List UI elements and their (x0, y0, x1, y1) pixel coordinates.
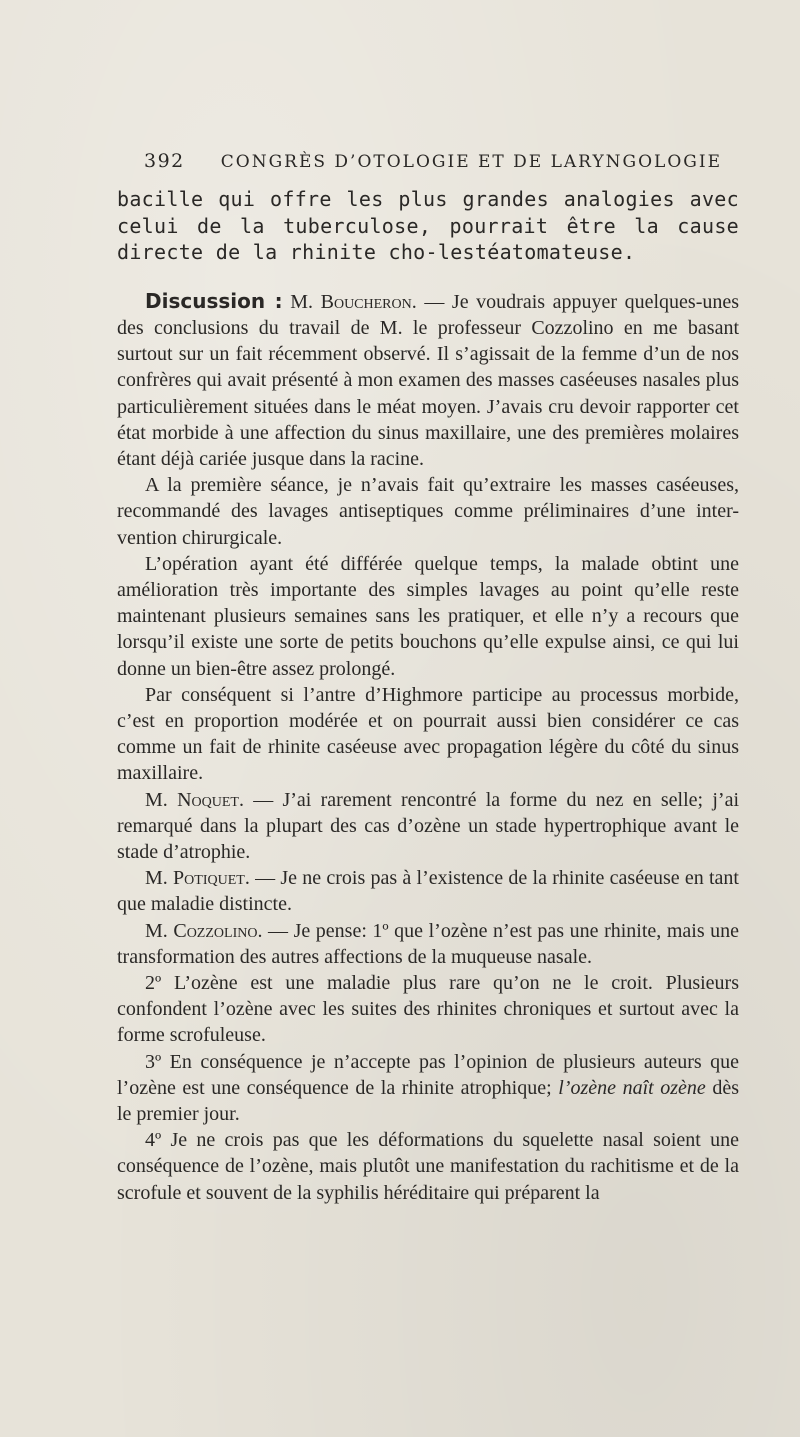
paragraph: A la première séance, je n’avais fait qu’extraire les masses caséeuses, recommandé des lavages antiseptiques comme préliminaires d’une inter-vention chirurgicale. (117, 474, 739, 549)
speaker-prefix: M. (145, 919, 168, 942)
book-page (117, 150, 739, 1206)
paragraph-text: — Je pense: 1º que l’ozène n’est pas une rhinite, mais une transformation des autres affections de la muqueuse nasale. (117, 919, 740, 968)
speaker-name: Potiquet. (173, 867, 250, 890)
paragraph-text: — Je voudrais appuyer quelques-unes des conclusions du travail de M. le professeur Cozzolino en me basant surtout sur un fait récemment observé. Il s’agissait de la femme d’un de nos confrères qui avait présenté à mon examen des masses caséeuses nasales plus particulièrement situées dans le méat moyen. J’avais cru devoir rapporter cet état morbide à une affection du sinus maxillaire, une des premières molaires étant déjà cariée jusque dans la racine. (117, 290, 740, 470)
paragraph-text: — Je ne crois pas à l’existence de la rhinite caséeuse en tant que maladie distincte. (117, 867, 739, 916)
running-head (117, 150, 739, 186)
paragraph: 4º Je ne crois pas que les déformations du squelette nasal soient une conséquence de l’ozène, mais plutôt une manifestation du rachitisme et de la scrofule et souvent de la syphilis héréditaire qui préparent la (117, 1129, 739, 1204)
paragraph-text: — J’ai rarement rencontré la forme du nez en selle; j’ai remarqué dans la plupart des cas d’ozène un stade hypertrophique avant le stade d’atrophie. (117, 788, 739, 864)
running-title: CONGRÈS D’OTOLOGIE ET DE LARYNGOLOGIE (220, 152, 722, 172)
speaker-name: Noquet. (177, 788, 244, 811)
paragraph: Par conséquent si l’antre d’Highmore participe au processus morbide, c’est en proportion modérée et on pourrait aussi bien considérer ce cas comme un fait de rhinite caséeuse avec propagation légère du côté du sinus maxillaire. (117, 683, 739, 785)
paragraph-text: dès le premier jour. (117, 1076, 740, 1126)
page-number: 392 (144, 150, 185, 172)
paragraph-continuation: bacille qui offre les plus grandes analogies avec celui de la tuberculose, pourrait être la cause directe de la rhinite cho-lestéatomateuse. (117, 187, 739, 265)
paragraph: L’opération ayant été différée quelque temps, la malade obtint une amélioration très importante des simples lavages au point qu’elle reste maintenant plusieurs semaines sans les pratiquer, et elle n’y a recours que lorsqu’il existe une sorte de petits bouchons qu’elle expulse ainsi, ce qui lui donne un bien-être assez prolongé. (117, 552, 739, 680)
paragraph: 2º L’ozène est une maladie plus rare qu’on ne le croit. Plusieurs confondent l’ozène avec les suites des rhinites chroniques et surtout avec la forme scrofuleuse. (117, 972, 739, 1047)
paragraph (117, 1049, 739, 1128)
discussion-label: Discussion : (145, 288, 283, 313)
italic-phrase: l’ozène naît ozène (558, 1076, 706, 1099)
speaker-prefix: M. (145, 867, 168, 890)
paragraph-discussion-boucheron (117, 288, 739, 472)
paragraph-cozzolino (117, 918, 739, 970)
speaker-prefix: M. (145, 788, 168, 811)
body-text (117, 186, 739, 1206)
speaker-name: Cozzolino. (173, 919, 263, 942)
paragraph-text: 3º En conséquence je n’accepte pas l’opinion de plusieurs auteurs que l’ozène est une conséquence de la rhinite atrophique; (117, 1050, 739, 1099)
paragraph-gap (117, 266, 739, 288)
paragraph-noquet (117, 787, 739, 866)
speaker-prefix: M. (290, 290, 314, 313)
speaker-name: Boucheron. (320, 290, 417, 313)
paragraph-potiquet (117, 865, 739, 917)
